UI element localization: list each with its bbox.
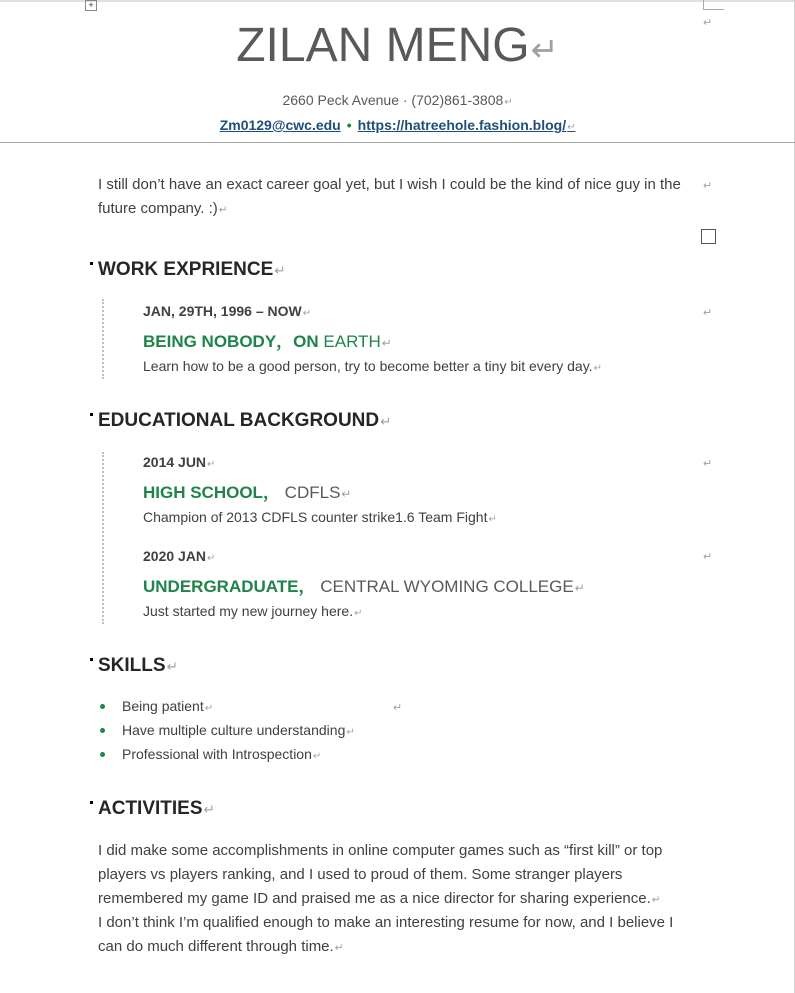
contact-links bbox=[0, 117, 795, 133]
page-top-edge bbox=[0, 0, 795, 2]
entry-dotted-line bbox=[102, 299, 104, 379]
paragraph-mark-icon: ↵ bbox=[703, 551, 713, 563]
bullet-icon bbox=[100, 752, 105, 757]
activities-heading: ACTIVITIES ↵ bbox=[98, 798, 215, 820]
skill-item: Have multiple culture understanding ↵ bbox=[122, 722, 355, 738]
degree: UNDERGRADUATE， bbox=[143, 577, 316, 596]
work-heading: WORK EXPRIENCE ↵ bbox=[98, 259, 285, 281]
website-link[interactable]: https://hatreehole.fashion.blog/ ↵ bbox=[358, 117, 576, 133]
paragraph-mark-icon: ↵ bbox=[393, 702, 403, 714]
activities-paragraph-2: I don’t think I’m qualified enough to make an interesting resume for now, and I believe I can do much different through time. ↵ bbox=[98, 911, 698, 960]
paragraph-mark-icon: ↵ bbox=[703, 180, 713, 192]
heading-marker bbox=[90, 413, 93, 416]
education-title bbox=[143, 478, 351, 503]
work-date: JAN, 29TH, 1996 – NOW ↵ bbox=[143, 303, 311, 319]
separator-bullet: • bbox=[346, 117, 352, 133]
checkbox[interactable] bbox=[701, 229, 716, 244]
education-title bbox=[143, 572, 585, 597]
address-line: 2660 Peck Avenue · (702)861-3808 ↵ bbox=[0, 92, 795, 108]
school: CENTRAL WYOMING COLLEGE bbox=[315, 577, 574, 596]
bullet-icon bbox=[100, 728, 105, 733]
email-link[interactable]: Zm0129@cwc.edu bbox=[219, 117, 341, 133]
paragraph-mark-icon: ↵ bbox=[703, 458, 713, 470]
bullet-icon bbox=[100, 704, 105, 709]
work-title-bold: BEING NOBODY，ON bbox=[143, 332, 319, 351]
work-description: Learn how to be a good person, try to become better a tiny bit every day. ↵ bbox=[143, 358, 602, 374]
paragraph-mark-icon: ↵ bbox=[703, 307, 713, 319]
header-divider bbox=[0, 142, 795, 143]
education-description: Champion of 2013 CDFLS counter strike1.6 Team Fight ↵ bbox=[143, 509, 497, 525]
skill-item: Being patient ↵ bbox=[122, 698, 213, 714]
education-heading: EDUCATIONAL BACKGROUND ↵ bbox=[98, 410, 391, 432]
education-description: Just started my new journey here. ↵ bbox=[143, 603, 362, 619]
skill-item: Professional with Introspection ↵ bbox=[122, 746, 321, 762]
entry-dotted-line bbox=[102, 452, 104, 624]
heading-marker bbox=[90, 658, 93, 661]
education-date: 2020 JAN ↵ bbox=[143, 548, 215, 564]
margin-corner-mark bbox=[703, 0, 724, 10]
education-date: 2014 JUN ↵ bbox=[143, 454, 215, 470]
paragraph-mark-icon: ↵ bbox=[703, 17, 713, 29]
activities-paragraph-1: I did make some accomplishments in online computer games such as “first kill” or top players vs players ranking, and I used to proud of them. Some stranger players remembered my game ID and praised me as a nice director for sharing experience. ↵ bbox=[98, 839, 698, 912]
work-title bbox=[143, 327, 392, 352]
degree: HIGH SCHOOL， bbox=[143, 483, 280, 502]
heading-marker bbox=[90, 801, 93, 804]
resume-name: ZILAN MENG ↵ bbox=[0, 18, 795, 73]
work-title-rest: EARTH bbox=[318, 332, 381, 351]
table-move-handle-icon[interactable]: + bbox=[85, 0, 97, 11]
skills-heading: SKILLS ↵ bbox=[98, 655, 178, 677]
summary-paragraph: I still don’t have an exact career goal yet, but I wish I could be the kind of nice guy in the future company. :) ↵ bbox=[98, 173, 698, 222]
heading-marker bbox=[90, 262, 93, 265]
school: CDFLS bbox=[279, 483, 341, 502]
